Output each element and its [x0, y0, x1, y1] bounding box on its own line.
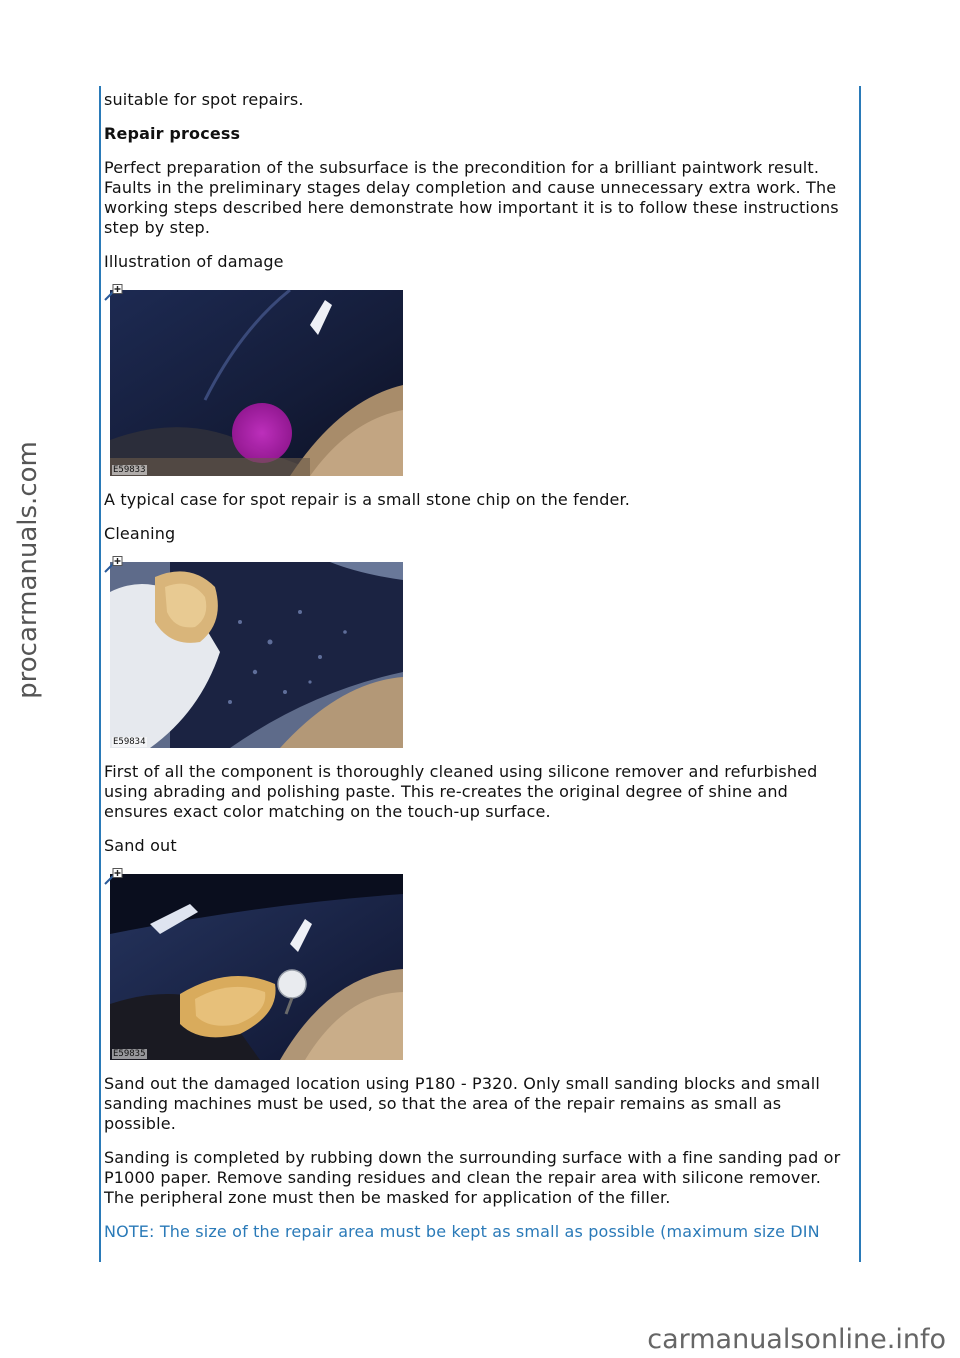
illustration-caption: Illustration of damage	[104, 252, 284, 271]
cleaning-photo[interactable]	[110, 562, 403, 748]
figure-id: E59834	[113, 737, 146, 747]
cleaning-caption: Cleaning	[104, 524, 176, 543]
zoom-icon[interactable]	[104, 556, 123, 573]
left-border-rule	[99, 86, 101, 1262]
damage-photo[interactable]	[110, 290, 403, 476]
figure-cleaning	[104, 556, 404, 748]
note-text: NOTE: The size of the repair area must be kept as small as possible (maximum size DIN	[104, 1222, 820, 1241]
side-watermark: procarmanuals.com	[13, 441, 43, 699]
figure-sandout	[104, 868, 404, 1060]
zoom-icon[interactable]	[104, 868, 123, 885]
figure-damage	[104, 284, 404, 476]
zoom-icon[interactable]	[104, 284, 123, 301]
cleaning-text: First of all the component is thoroughly cleaned using silicone remover and refurbished using abrading and polishing paste. This re-creates the original degree of shine and ensures exact color matching on the touch-up surface.	[104, 762, 818, 821]
sandout-caption: Sand out	[104, 836, 177, 855]
sandout-photo[interactable]	[110, 874, 403, 1060]
document-content	[104, 90, 856, 1242]
damage-text: A typical case for spot repair is a small stone chip on the fender.	[104, 490, 631, 509]
sanding-text: Sanding is completed by rubbing down the surrounding surface with a fine sanding pad or P1000 paper. Remove sanding residues and clean the repair area with silicone remover. The peripheral zone must then be masked for application of the filler.	[104, 1148, 841, 1207]
figure-id: E59835	[113, 1049, 146, 1059]
intro-tail: suitable for spot repairs.	[104, 90, 304, 109]
footer-watermark: carmanualsonline.info	[647, 1324, 946, 1355]
repair-body: Perfect preparation of the subsurface is the precondition for a brilliant paintwork result. Faults in the preliminary stages delay completion and cause unnecessary extra work. The working steps described here demonstrate how important it is to follow these instructions step by step.	[104, 158, 839, 237]
repair-heading: Repair process	[104, 124, 241, 143]
sandout-text: Sand out the damaged location using P180 - P320. Only small sanding blocks and small sanding machines must be used, so that the area of the repair remains as small as possible.	[104, 1074, 820, 1133]
figure-id: E59833	[113, 465, 146, 475]
right-border-rule	[859, 86, 861, 1262]
